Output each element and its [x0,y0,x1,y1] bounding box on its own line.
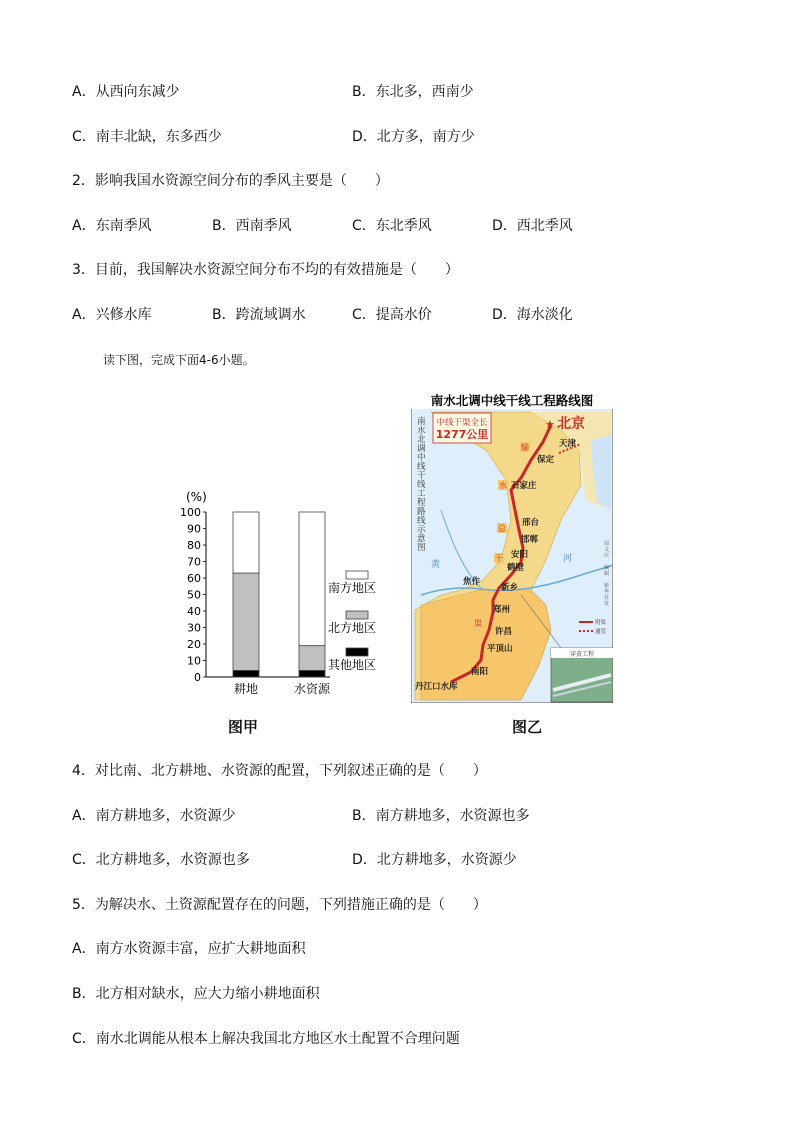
q4-option-d: D．北方耕地多，水资源少 [352,852,517,868]
bar-segment [299,646,325,671]
map-title: 南水北调中线干线工程路线图 [430,393,594,408]
map-side-label: 南水北调中线干线工程路线示意图 [417,417,426,553]
y-tick-label: 80 [187,539,201,552]
map-city-label: 许昌 [495,627,513,637]
y-tick-label: 10 [187,654,201,668]
q4-stem: 4．对比南、北方耕地、水资源的配置，下列叙述正确的是（ ） [72,763,487,779]
bars [233,512,325,677]
legend-label: 北方地区 [328,621,377,635]
map-city-label: 南阳 [471,667,489,677]
map-beijing-label: 北京 [557,416,585,432]
q2-option-d: D．西北季风 [492,218,573,234]
map-length-label-1: 中线干渠全长 [436,418,488,428]
map-river-huang: 黄 [431,560,441,570]
q4-option-a: A．南方耕地多，水资源少 [72,808,236,824]
q3-option-c: C．提高水价 [352,307,432,323]
x-tick-label: 水资源 [293,682,331,696]
stacked-bar-chart [170,485,400,705]
y-tick-label: 0 [194,671,201,684]
q4-option-c: C．北方耕地多，水资源也多 [72,852,250,868]
canal-char: 干 [495,554,503,563]
canal-char: 水 [499,481,507,490]
q3-option-d: D．海水淡化 [492,307,573,323]
q4-option-b: B．南方耕地多，水资源也多 [352,808,530,824]
map-city-label: 天津 [559,439,577,449]
bar-segment [233,512,259,573]
map-legend-open: 明渠 [595,620,607,626]
q1-option-b: B．东北多，西南少 [352,84,474,100]
legend-swatch [346,611,368,619]
legend-swatch [346,571,368,579]
map-credit: 周文庆 编制 新华社发 [604,541,610,607]
y-tick-label: 70 [187,555,201,569]
map-river-he: 河 [563,554,573,564]
map-city-label: 平顶山 [487,644,513,654]
q3-option-a: A．兴修水库 [72,307,152,323]
map-city-label: 邢台 [522,518,540,528]
map-city-label: 石家庄 [511,481,537,491]
y-tick-label: 50 [187,588,201,602]
x-axis-labels [234,681,331,696]
map-city-label: 丹江口水库 [415,682,458,692]
y-tick-label: 90 [187,522,201,536]
map-city-label: 保定 [537,455,555,465]
x-tick-label: 耕地 [233,682,259,696]
legend-label: 南方地区 [328,581,377,595]
q3-option-b: B．跨流域调水 [212,307,306,323]
y-tick-label: 40 [187,605,201,618]
map-legend-pipe: 通管 [595,629,607,635]
map-city-label: 邯郸 [521,535,539,545]
q2-option-c: C．东北季风 [352,218,432,234]
canal-char: 渠 [474,619,482,628]
map-city-label: 新乡 [501,583,519,593]
map-city-label: 焦作 [463,577,481,587]
bar-segment [299,670,325,677]
q1-option-c: C．南丰北缺，东多西少 [72,129,222,145]
q5-stem: 5．为解决水、土资源配置存在的问题，下列措施正确的是（ ） [72,897,487,913]
q3-stem: 3．目前，我国解决水资源空间分布不均的有效措施是（ ） [72,262,459,278]
bar-segment [233,573,259,670]
route-map [411,390,613,703]
chart-legend [328,571,376,672]
map-city-label: 安阳 [511,550,529,560]
y-tick-label: 60 [187,572,201,585]
reading-instruction: 读下图，完成下面4-6小题。 [103,353,255,367]
chart-unit-label: (%) [186,490,207,504]
map-city-label: 鹤壁 [507,563,525,573]
map-inset-label: 穿黄工程 [569,651,595,658]
q5-option-a: A．南方水资源丰富，应扩大耕地面积 [72,941,306,957]
map-beijing-star: ★ [545,418,555,431]
y-tick-label: 20 [187,638,201,651]
q1-option-a: A．从西向东减少 [72,84,180,100]
q2-stem: 2．影响我国水资源空间分布的季风主要是（ ） [72,173,389,189]
y-tick-label: 30 [187,621,201,635]
q5-option-c: C．南水北调能从根本上解决我国北方地区水土配置不合理问题 [72,1031,460,1047]
map-length-label-2: 1277公里 [435,428,489,441]
q2-option-a: A．东南季风 [72,218,152,234]
canal-char: 输 [521,443,529,452]
q5-option-b: B．北方相对缺水，应大力缩小耕地面积 [72,986,320,1002]
bar-segment [233,670,259,677]
q2-option-b: B．西南季风 [212,218,292,234]
q1-option-d: D．北方多，南方少 [352,129,475,145]
legend-swatch [346,648,368,656]
canal-char: 总 [498,524,506,533]
chart-caption: 图甲 [228,718,259,736]
map-city-label: 郑州 [493,605,511,615]
map-caption: 图乙 [512,718,543,736]
bar-segment [299,512,325,646]
y-tick-label: 100 [180,506,201,519]
legend-label: 其他地区 [328,658,377,672]
